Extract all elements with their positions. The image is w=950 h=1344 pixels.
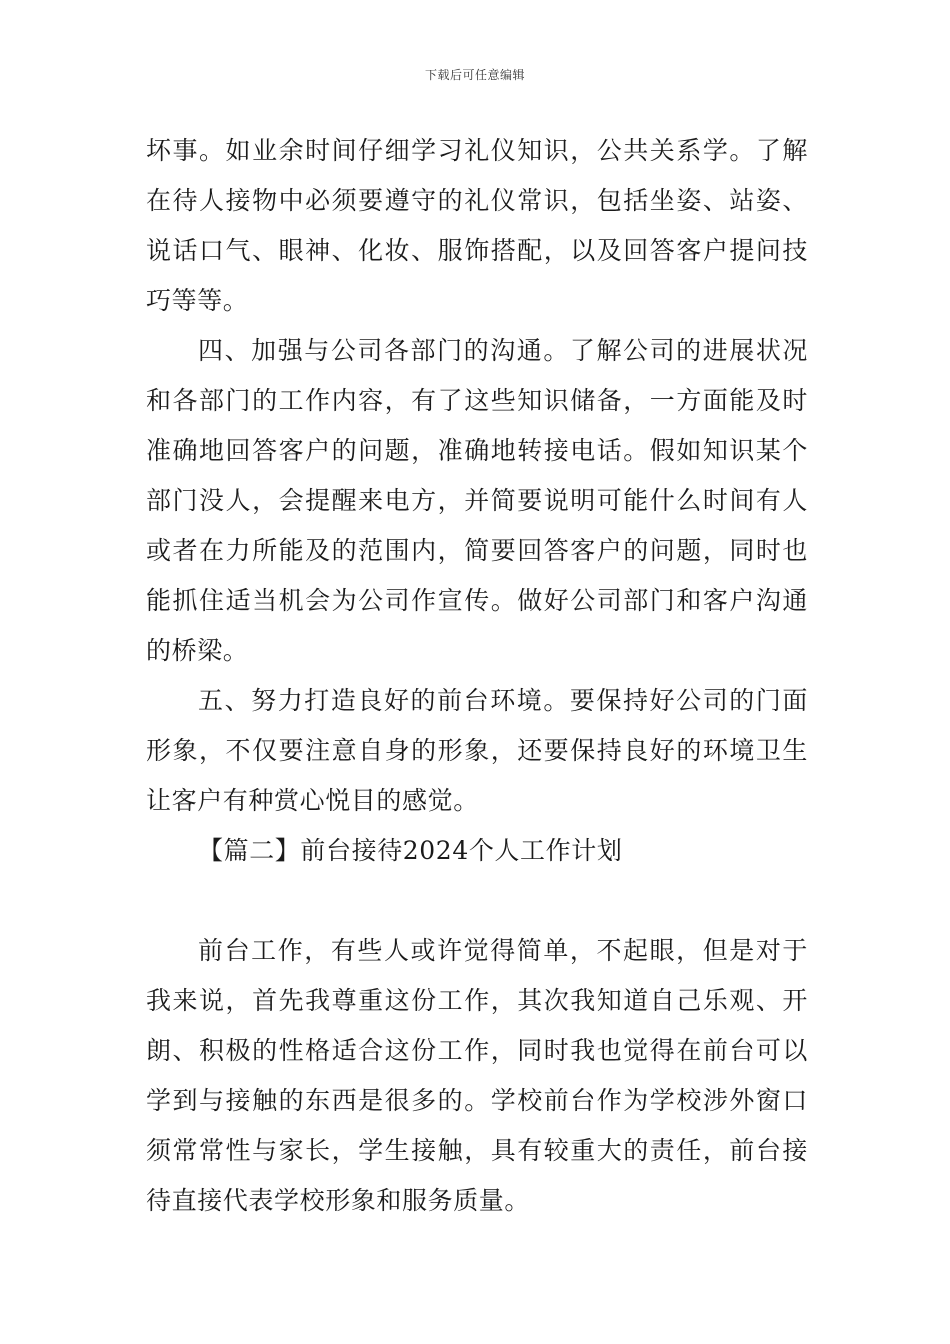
document-body: [146, 126, 808, 1226]
paragraph-intro: 前台工作，有些人或许觉得简单，不起眼，但是对于我来说，首先我尊重这份工作，其次我知道自己乐观、开朗、积极的性格适合这份工作，同时我也觉得在前台可以学到与接触的东西是很多的。学校前台作为学校涉外窗口须常常性与家长，学生接触，具有较重大的责任，前台接待直接代表学校形象和服务质量。: [146, 936, 808, 1215]
blank-line: [146, 876, 808, 926]
paragraph-section-five: 五、努力打造良好的前台环境。要保持好公司的门面形象，不仅要注意自身的形象，还要保持良好的环境卫生让客户有种赏心悦目的感觉。: [146, 686, 808, 815]
section-title: 【篇二】前台接待2024个人工作计划: [198, 836, 623, 865]
paragraph-section-four: 四、加强与公司各部门的沟通。了解公司的进展状况和各部门的工作内容，有了这些知识储备，一方面能及时准确地回答客户的问题，准确地转接电话。假如知识某个部门没人，会提醒来电方，并简要说明可能什么时间有人或者在力所能及的范围内，简要回答客户的问题，同时也能抓住适当机会为公司作宣传。做好公司部门和客户沟通的桥梁。: [146, 336, 808, 665]
page-header-note: 下载后可任意编辑: [424, 68, 525, 82]
paragraph-continued: 坏事。如业余时间仔细学习礼仪知识，公共关系学。了解在待人接物中必须要遵守的礼仪常识，包括坐姿、站姿、说话口气、眼神、化妆、服饰搭配，以及回答客户提问技巧等等。: [146, 136, 808, 315]
